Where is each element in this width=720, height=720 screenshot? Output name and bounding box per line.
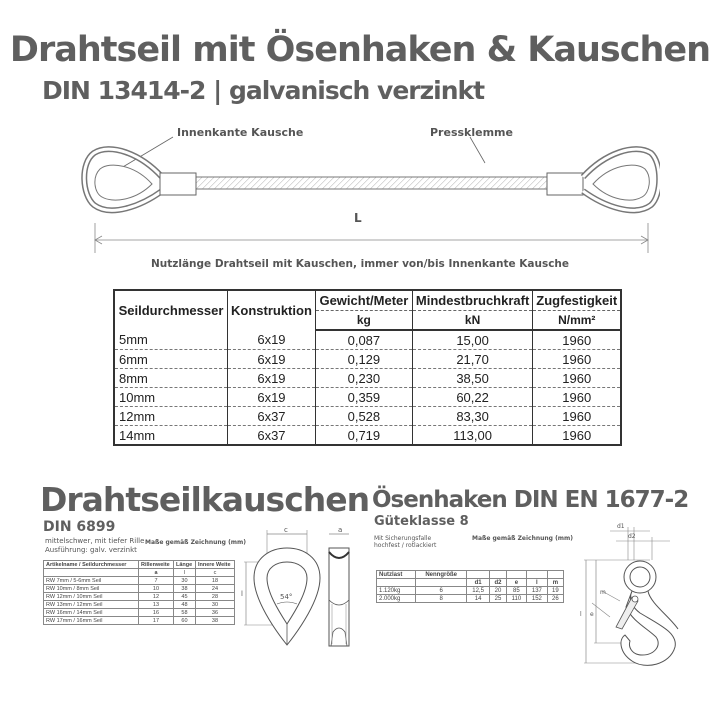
wire-rope-diagram <box>80 125 660 255</box>
unit-kn: kN <box>412 311 532 331</box>
kauschen-table: Artikelname / Seildurchmesser Rillenweite Länge Innere Weite a l c RW 7mm / 5-6mm Seil 7 30 18 RW 10mm / 8mm Seil 10 38 24 RW 12mm / 10mm Seil 12 45 28 RW 13mm / 12mm Seil 13 48 30 RW 16mm / 14mm Seil 16 58 36 RW 17mm / 16mm Seil 17 60 38 <box>43 560 235 625</box>
table-row: RW 12mm / 10mm Seil 12 45 28 <box>44 593 235 601</box>
thimble-drawing <box>240 520 370 680</box>
oesenhaken-desc-2: hochfest / rotlackiert <box>374 542 437 549</box>
label-innenkante: Innenkante Kausche <box>177 126 304 139</box>
press-clamp-left <box>160 173 196 195</box>
press-clamp-right <box>547 173 583 195</box>
oesenhaken-desc-1: Mit Sicherungsfalle <box>374 535 432 542</box>
dimension-L: L <box>354 211 362 225</box>
table-row: 10mm 6x19 0,359 60,22 1960 <box>114 388 621 407</box>
table-row: RW 17mm / 16mm Seil 17 60 38 <box>44 617 235 625</box>
oesenhaken-dims-note: Maße gemäß Zeichnung (mm) <box>472 535 574 542</box>
label-e: e <box>590 611 594 618</box>
page-title: Drahtseil mit Ösenhaken & Kauschen <box>9 30 711 70</box>
thimble-right-icon <box>583 149 659 210</box>
label-m: m <box>600 589 606 596</box>
label-d2: d2 <box>628 533 636 540</box>
oesenhaken-table: Nutzlast Nenngröße d1 d2 e l m 1.120kg 6 12,5 20 85 137 19 2.000kg 8 14 25 110 152 26 <box>376 570 564 603</box>
table-row: 6mm 6x19 0,129 21,70 1960 <box>114 350 621 369</box>
oesenhaken-title: Ösenhaken DIN EN 1677-2 <box>372 487 689 513</box>
label-presskleme: Pressklemme <box>430 126 513 139</box>
label-a: a <box>338 526 343 534</box>
table-row: 14mm 6x37 0,719 113,00 1960 <box>114 426 621 446</box>
unit-kg: kg <box>315 311 412 331</box>
table-row: 1.120kg 6 12,5 20 85 137 19 <box>377 587 564 595</box>
table-row: 8mm 6x19 0,230 38,50 1960 <box>114 369 621 388</box>
label-c: c <box>284 526 288 534</box>
table-row: 12mm 6x37 0,528 83,30 1960 <box>114 407 621 426</box>
col-header-bruchkraft: Mindestbruchkraft <box>412 290 532 311</box>
label-angle: 54° <box>280 593 293 601</box>
col-header-zugfestigkeit: Zugfestigkeit <box>533 290 621 311</box>
col-header-seildurchmesser: Seildurchmesser <box>118 303 224 318</box>
kauschen-desc-2: Ausführung: galv. verzinkt <box>45 546 137 554</box>
diagram-caption: Nutzlänge Drahtseil mit Kauschen, immer von/bis Innenkante Kausche <box>150 258 570 270</box>
label-hook-l: l <box>580 611 582 618</box>
kauschen-norm: DIN 6899 <box>43 519 116 535</box>
kauschen-dims-note: Maße gemäß Zeichnung (mm) <box>145 539 247 546</box>
label-d1: d1 <box>617 523 625 530</box>
table-row: RW 16mm / 14mm Seil 16 58 36 <box>44 609 235 617</box>
col-header-gewicht: Gewicht/Meter <box>315 290 412 311</box>
oesenhaken-grade: Güteklasse 8 <box>374 514 469 529</box>
label-l: l <box>241 590 243 598</box>
kauschen-desc-1: mittelschwer, mit tiefer Rille <box>45 537 145 545</box>
unit-nmm2: N/mm² <box>533 311 621 331</box>
eye-hook-drawing <box>570 525 700 685</box>
table-row: RW 10mm / 8mm Seil 10 38 24 <box>44 585 235 593</box>
kauschen-title: Drahtseilkauschen <box>40 480 370 519</box>
table-row: 2.000kg 8 14 25 110 152 26 <box>377 595 564 603</box>
page-subtitle: DIN 13414-2 | galvanisch verzinkt <box>42 76 485 105</box>
col-header-konstruktion: Konstruktion <box>228 290 316 330</box>
spec-table <box>113 289 622 446</box>
thimble-left-icon <box>84 149 162 210</box>
table-row: RW 7mm / 5-6mm Seil 7 30 18 <box>44 577 235 585</box>
table-row: 5mm 6x19 0,087 15,00 1960 <box>114 330 621 350</box>
table-row: RW 13mm / 12mm Seil 13 48 30 <box>44 601 235 609</box>
